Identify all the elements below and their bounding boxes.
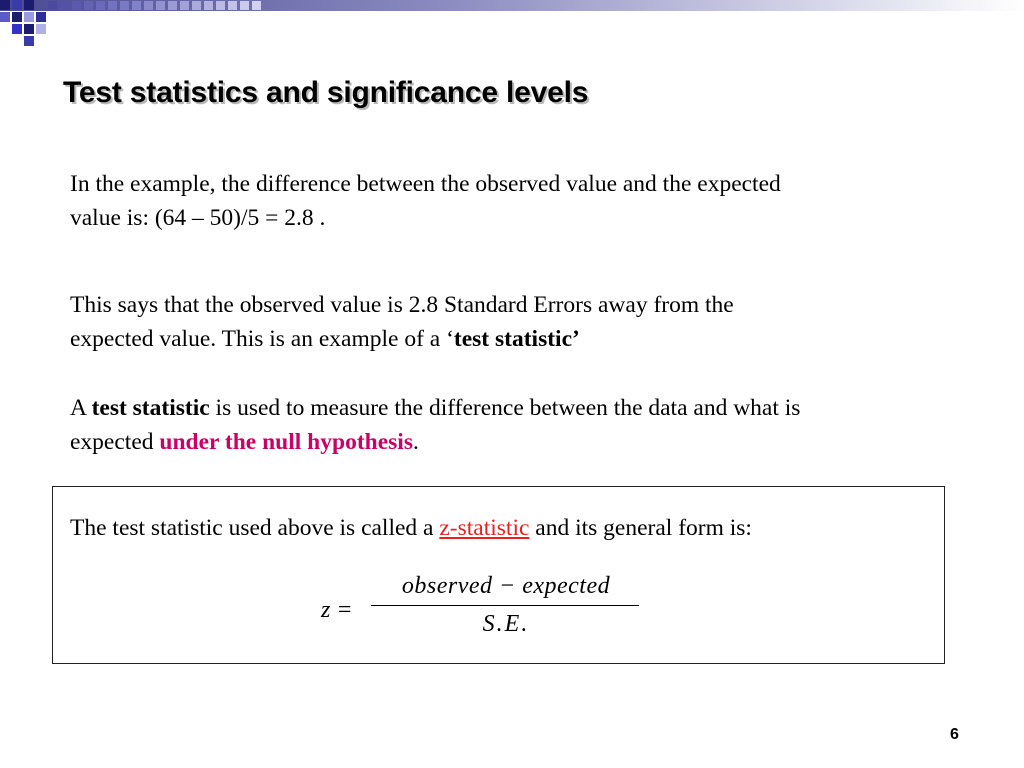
text-run: expected value. This is an example of a ‘ [70, 326, 454, 352]
text-run: is used to measure the difference between the data and what is [209, 395, 801, 421]
slide-title: Test statistics and significance levels [63, 76, 589, 109]
text-run: and its general form is: [529, 515, 752, 541]
fraction-bar [371, 605, 639, 606]
paragraph-line [70, 322, 970, 356]
text-run: A [70, 395, 92, 421]
paragraph-line: value is: (64 – 50)/5 = 2.8 . [70, 205, 326, 231]
paragraph-standard-errors [70, 288, 970, 356]
formula-denominator: S.E. [482, 611, 530, 637]
bold-term-test-statistic: test statistic’ [453, 326, 580, 352]
null-hypothesis-highlight: under the null hypothesis [159, 429, 413, 455]
paragraph-line: This says that the observed value is 2.8 Standard Errors away from the [70, 292, 734, 318]
text-run: expected [70, 429, 160, 455]
formula-numerator: observed − expected [401, 573, 611, 599]
paragraph-line: In the example, the difference between the observed value and the expected [70, 171, 781, 197]
text-run: . [412, 429, 419, 455]
top-gradient-decoration [0, 0, 1024, 58]
z-statistic-link[interactable]: z-statistic [439, 515, 530, 541]
paragraph-line [70, 391, 970, 425]
formula-lhs: z = [321, 597, 353, 623]
paragraph-difference [70, 167, 970, 235]
formula-box [52, 486, 945, 664]
paragraph-definition [70, 391, 970, 459]
bold-term-test-statistic: test statistic [91, 395, 210, 421]
paragraph-line [70, 425, 970, 459]
z-statistic-description [70, 513, 752, 543]
page-number: 6 [950, 726, 959, 743]
text-run: The test statistic used above is called a [70, 515, 440, 541]
z-formula [319, 569, 659, 649]
